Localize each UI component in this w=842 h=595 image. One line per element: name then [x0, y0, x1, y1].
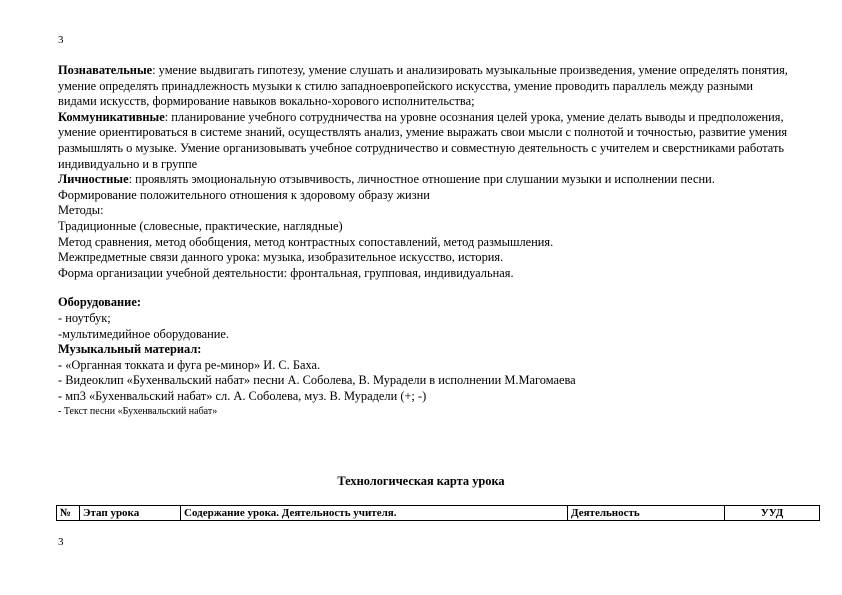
methods-list: Метод сравнения, метод обобщения, метод контрастных сопоставлений, метод размышления.	[58, 234, 554, 249]
document-body	[58, 63, 793, 420]
personal-text: : проявлять эмоциональную отзывчивость, личностное отношение при слушании музыки и исполнении песни. Формирование положительного отношения к здоровому образу жизни	[58, 172, 715, 202]
equipment-item: - ноутбук;	[58, 310, 111, 325]
column-content: Содержание урока. Деятельность учителя.	[181, 506, 568, 521]
communicative-label: Коммуникативные	[58, 109, 165, 124]
cognitive-label: Познавательные	[58, 63, 153, 77]
tech-map-table	[56, 505, 820, 521]
organization-form: Форма организации учебной деятельности: фронтальная, групповая, индивидуальная.	[58, 265, 514, 280]
methods-traditional: Традиционные (словесные, практические, наглядные)	[58, 218, 343, 233]
column-activity: Деятельность	[568, 506, 725, 521]
column-number: №	[57, 506, 80, 521]
music-material-heading: Музыкальный материал:	[58, 342, 202, 357]
column-uud: УУД	[725, 506, 820, 521]
table-header-row	[57, 506, 820, 521]
page-number-bottom: 3	[58, 536, 64, 548]
tech-map-title: Технологическая карта урока	[337, 474, 505, 488]
spacer	[58, 281, 793, 295]
methods-heading: Методы:	[58, 203, 104, 218]
personal-paragraph	[58, 172, 793, 203]
music-material-item-small: - Текст песни «Бухенвальский набат»	[58, 406, 218, 418]
communicative-paragraph	[58, 110, 793, 172]
personal-label: Личностные	[58, 172, 129, 187]
equipment-item: -мультимедийное оборудование.	[58, 326, 230, 341]
cognitive-paragraph	[58, 63, 793, 110]
interdisciplinary-links: Межпредметные связи данного урока: музыка, изобразительное искусство, история.	[58, 250, 504, 265]
communicative-text: : планирование учебного сотрудничества на уровне осознания целей урока, умение делать выводы и предположения, умение ориентироваться в системе знаний, осуществлять анализ, умение выражать свои мысли с полнотой и точностью, развитие умения размышлять о музыке. Умение организовывать учебное сотрудничество и совместную деятельность с учителем и сверстниками работать индивидуально и в группе	[58, 109, 788, 171]
music-material-item: - «Органная токката и фуга ре-минор» И. С. Баха.	[58, 357, 321, 372]
equipment-heading: Оборудование:	[58, 295, 141, 310]
column-stage: Этап урока	[80, 506, 181, 521]
page-number-top: 3	[58, 34, 64, 46]
music-material-item: - Видеоклип «Бухенвальский набат» песни А. Соболева, В. Мурадели в исполнении М.Магомаева	[58, 373, 576, 388]
cognitive-text: : умение выдвигать гипотезу, умение слушать и анализировать музыкальные произведения, умение определять понятия, умение определять принадлежность музыки к стилю западноевропейского искусства, умение проводить параллель между разными видами искусств, формирование навыков вокально-хорового исполнительства;	[58, 63, 788, 109]
music-material-item: - мп3 «Бухенвальский набат» сл. А. Соболева, муз. В. Мурадели (+; -)	[58, 388, 427, 403]
